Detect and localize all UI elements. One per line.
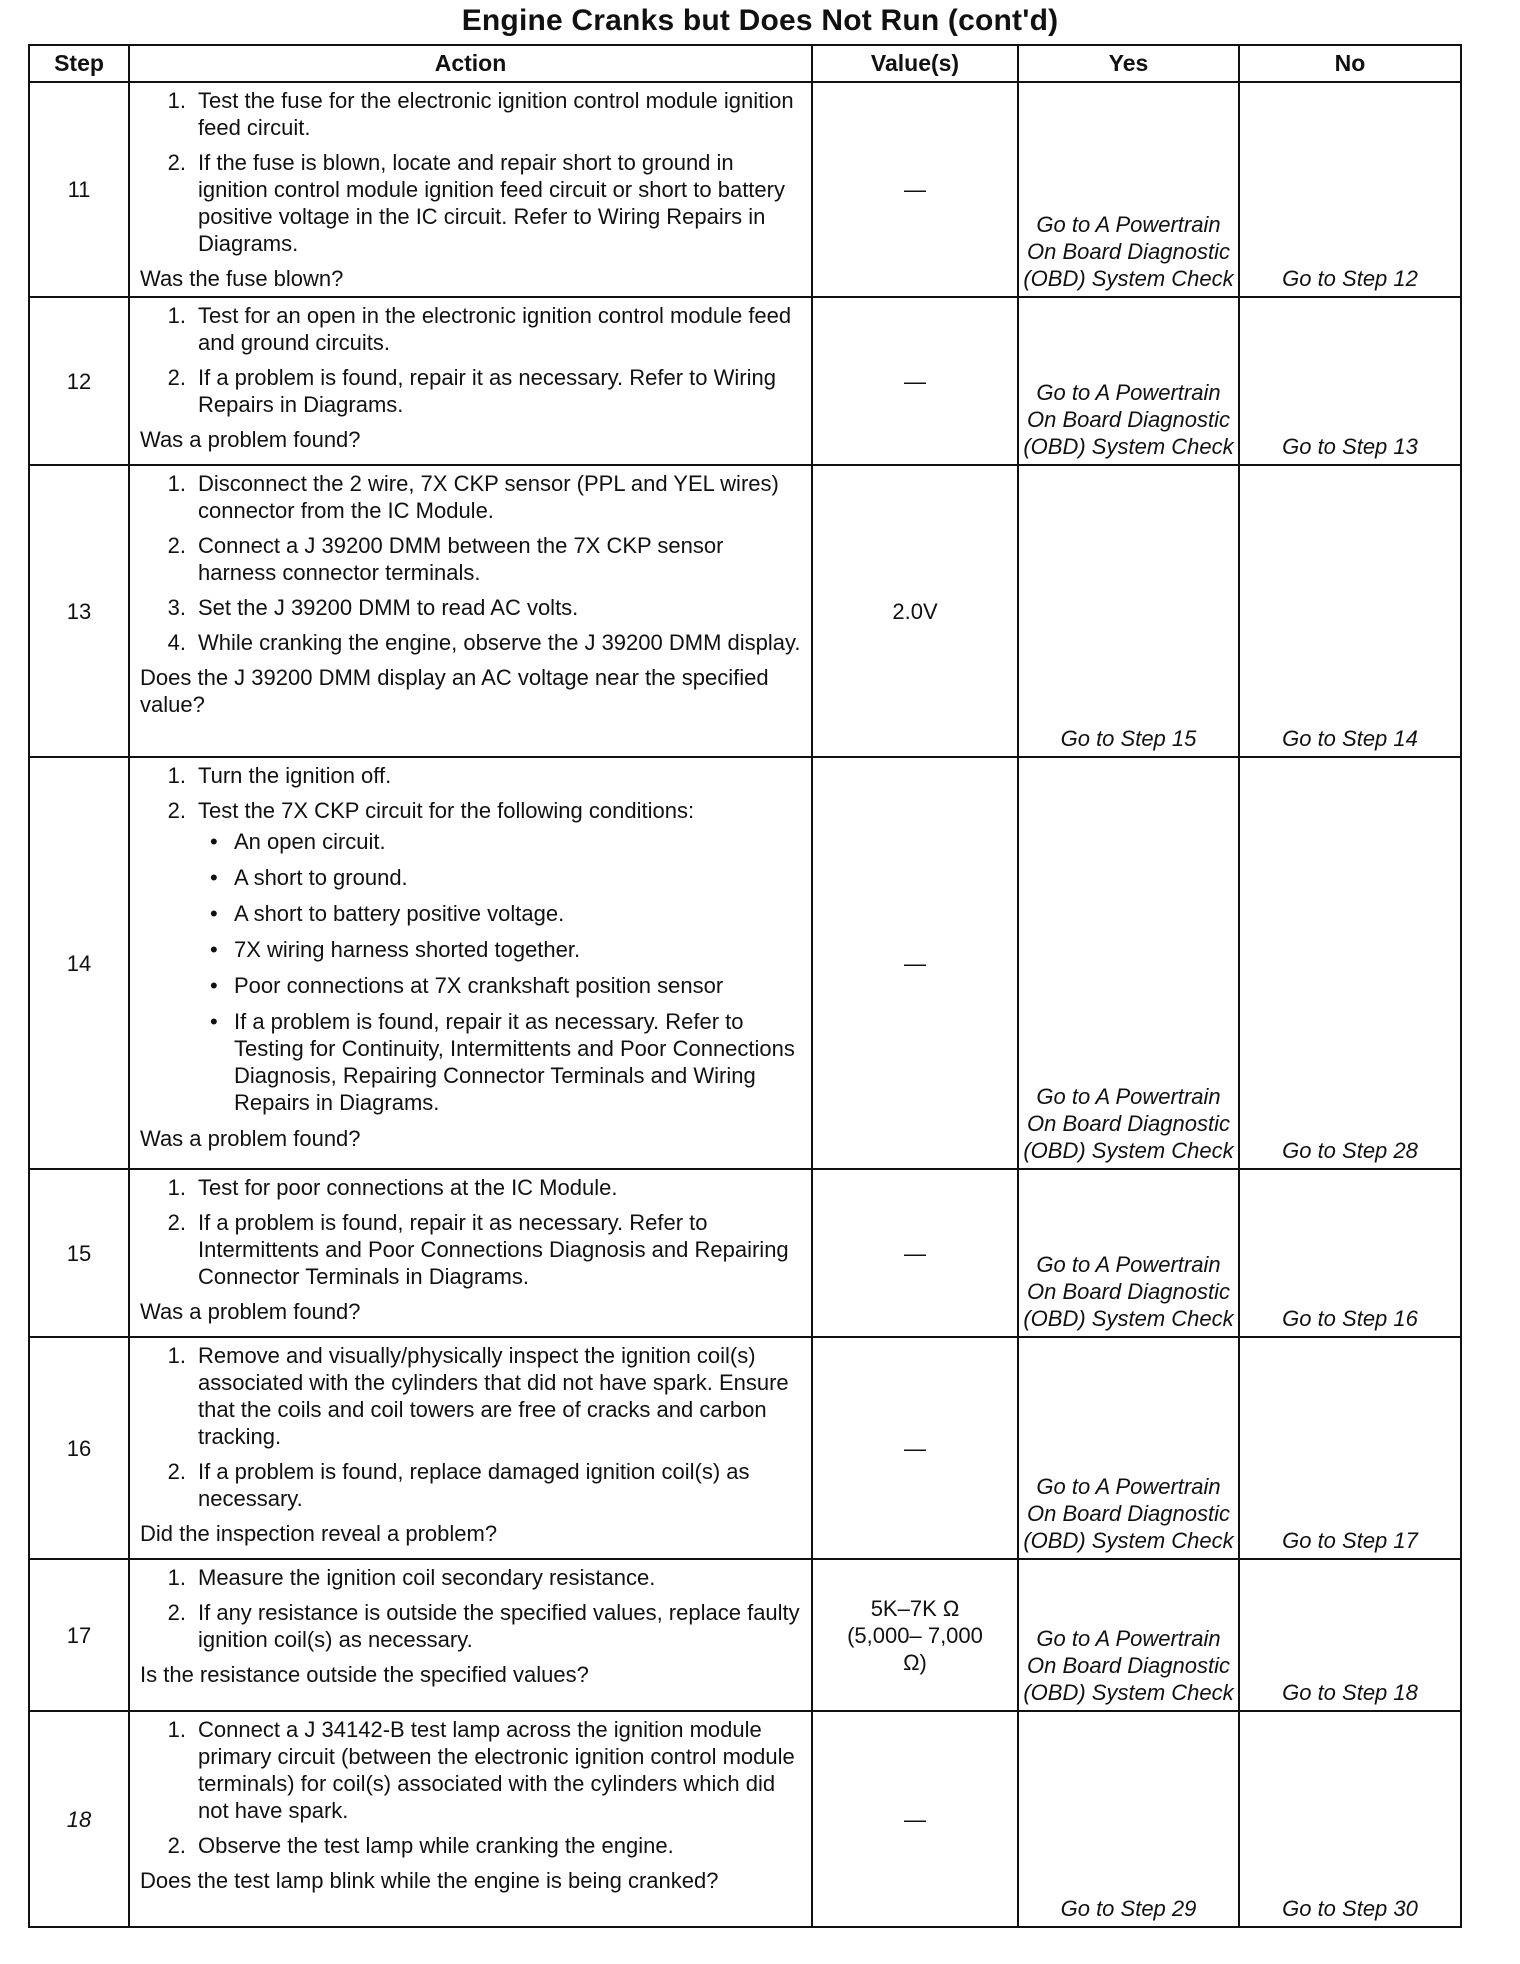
table-row (29, 1711, 1461, 1927)
table-row (29, 757, 1461, 1169)
action-step: 2. If a problem is found, repair it as necessary. Refer to Intermittents and Poor Connections Diagnosis and Repairing Connector Terminals in Diagrams. (167, 1210, 789, 1289)
page-title: Engine Cranks but Does Not Run (cont'd) (461, 4, 1059, 37)
condition-bullet: • A short to battery positive voltage. (198, 900, 803, 927)
action-step: 1. Test the fuse for the electronic ignition control module ignition feed circuit. (167, 88, 794, 140)
value-cell: — (812, 82, 1018, 297)
action-question: Did the inspection reveal a problem? (140, 1521, 498, 1546)
no-cell: Go to Step 12 (1239, 82, 1461, 297)
condition-bullet: • An open circuit. (198, 828, 803, 855)
no-cell: Go to Step 13 (1239, 297, 1461, 465)
step-number: 17 (29, 1559, 129, 1711)
value-cell: 5K–7K Ω (5,000– 7,000 Ω) (812, 1559, 1018, 1711)
action-question: Does the J 39200 DMM display an AC voltage near the specified value? (140, 665, 769, 717)
action-step: 1. Turn the ignition off. (167, 763, 392, 788)
step-number: 18 (29, 1711, 129, 1927)
condition-bullet: • A short to ground. (198, 864, 803, 891)
condition-bullet: • Poor connections at 7X crankshaft position sensor (198, 972, 803, 999)
header-step: Step (29, 45, 129, 82)
value-cell: — (812, 1169, 1018, 1337)
action-step: 2. Connect a J 39200 DMM between the 7X CKP sensor harness connector terminals. (167, 533, 724, 585)
action-cell (129, 297, 812, 465)
action-cell (129, 82, 812, 297)
value-cell: — (812, 297, 1018, 465)
step-number: 15 (29, 1169, 129, 1337)
step-number: 11 (29, 82, 129, 297)
header-no: No (1239, 45, 1461, 82)
step-number: 14 (29, 757, 129, 1169)
action-step: 3. Set the J 39200 DMM to read AC volts. (167, 595, 579, 620)
action-step: 2. If the fuse is blown, locate and repair short to ground in ignition control module ignition feed circuit or short to battery positive voltage in the IC circuit. Refer to Wiring Repairs in Diagrams. (167, 150, 785, 256)
action-question: Was a problem found? (140, 1299, 361, 1324)
no-cell: Go to Step 16 (1239, 1169, 1461, 1337)
action-cell (129, 1169, 812, 1337)
step-number: 12 (29, 297, 129, 465)
action-question: Is the resistance outside the specified values? (140, 1662, 589, 1687)
action-step: 1. Connect a J 34142-B test lamp across the ignition module primary circuit (between the electronic ignition control module terminals) for coil(s) associated with the cylinders which did not have spark. (167, 1717, 795, 1823)
action-step: 2. If a problem is found, repair it as necessary. Refer to Wiring Repairs in Diagrams. (167, 365, 776, 417)
value-cell: — (812, 1711, 1018, 1927)
action-step: 2. If any resistance is outside the specified values, replace faulty ignition coil(s) as necessary. (167, 1600, 800, 1652)
table-row (29, 1559, 1461, 1711)
table-header-row (29, 45, 1461, 82)
no-cell: Go to Step 17 (1239, 1337, 1461, 1559)
step-number: 13 (29, 465, 129, 757)
no-cell: Go to Step 18 (1239, 1559, 1461, 1711)
action-cell (129, 1559, 812, 1711)
action-question: Was a problem found? (140, 1126, 361, 1151)
no-cell: Go to Step 14 (1239, 465, 1461, 757)
condition-bullet: • If a problem is found, repair it as necessary. Refer to Testing for Continuity, Intermittents and Poor Connections Diagnosis, Repairing Connector Terminals and Wiring Repairs in Diagrams. (198, 1008, 803, 1116)
table-row (29, 1337, 1461, 1559)
yes-cell: Go to A Powertrain On Board Diagnostic (OBD) System Check (1018, 757, 1239, 1169)
action-step: 2. Test the 7X CKP circuit for the following conditions: • An open circuit. • A short to ground. • A short to battery positive voltage. • 7X wiring harness shorted together. • Poor connections at 7X crankshaft position sensor • If a problem is found, repair it as necessary. Refer to Testing for Continuity, Intermittents and Poor Connections Diagnosis, Repairing Connector Terminals and Wiring Repairs in Diagrams. (140, 797, 803, 1116)
action-question: Was the fuse blown? (140, 266, 344, 291)
action-step: 1. Disconnect the 2 wire, 7X CKP sensor (PPL and YEL wires) connector from the IC Module. (167, 471, 779, 523)
action-question: Does the test lamp blink while the engine is being cranked? (140, 1868, 719, 1893)
table-row (29, 297, 1461, 465)
table-row (29, 82, 1461, 297)
action-cell (129, 757, 812, 1169)
yes-cell: Go to A Powertrain On Board Diagnostic (OBD) System Check (1018, 1559, 1239, 1711)
action-question: Was a problem found? (140, 427, 361, 452)
header-action: Action (129, 45, 812, 82)
yes-cell: Go to Step 15 (1018, 465, 1239, 757)
action-step: 1. Test for poor connections at the IC Module. (167, 1175, 618, 1200)
table-row (29, 465, 1461, 757)
condition-bullet: • 7X wiring harness shorted together. (198, 936, 803, 963)
step-number: 16 (29, 1337, 129, 1559)
action-step: 4. While cranking the engine, observe the J 39200 DMM display. (167, 630, 801, 655)
action-step: 1. Remove and visually/physically inspect the ignition coil(s) associated with the cylinders that did not have spark. Ensure that the coils and coil towers are free of cracks and carbon tracking. (167, 1343, 789, 1449)
no-cell: Go to Step 28 (1239, 757, 1461, 1169)
no-cell: Go to Step 30 (1239, 1711, 1461, 1927)
yes-cell: Go to A Powertrain On Board Diagnostic (OBD) System Check (1018, 1337, 1239, 1559)
action-step: 2. Observe the test lamp while cranking the engine. (167, 1833, 674, 1858)
yes-cell: Go to A Powertrain On Board Diagnostic (OBD) System Check (1018, 297, 1239, 465)
action-cell (129, 1711, 812, 1927)
action-step: 1. Measure the ignition coil secondary resistance. (167, 1565, 656, 1590)
action-cell (129, 465, 812, 757)
action-step: 1. Test for an open in the electronic ignition control module feed and ground circuits. (167, 303, 792, 355)
action-step: 2. If a problem is found, replace damaged ignition coil(s) as necessary. (167, 1459, 750, 1511)
header-yes: Yes (1018, 45, 1239, 82)
yes-cell: Go to A Powertrain On Board Diagnostic (OBD) System Check (1018, 82, 1239, 297)
diagnostic-table (28, 44, 1462, 1928)
table-row (29, 1169, 1461, 1337)
action-cell (129, 1337, 812, 1559)
header-values: Value(s) (812, 45, 1018, 82)
yes-cell: Go to Step 29 (1018, 1711, 1239, 1927)
value-cell: — (812, 757, 1018, 1169)
value-cell: — (812, 1337, 1018, 1559)
yes-cell: Go to A Powertrain On Board Diagnostic (OBD) System Check (1018, 1169, 1239, 1337)
value-cell: 2.0V (812, 465, 1018, 757)
